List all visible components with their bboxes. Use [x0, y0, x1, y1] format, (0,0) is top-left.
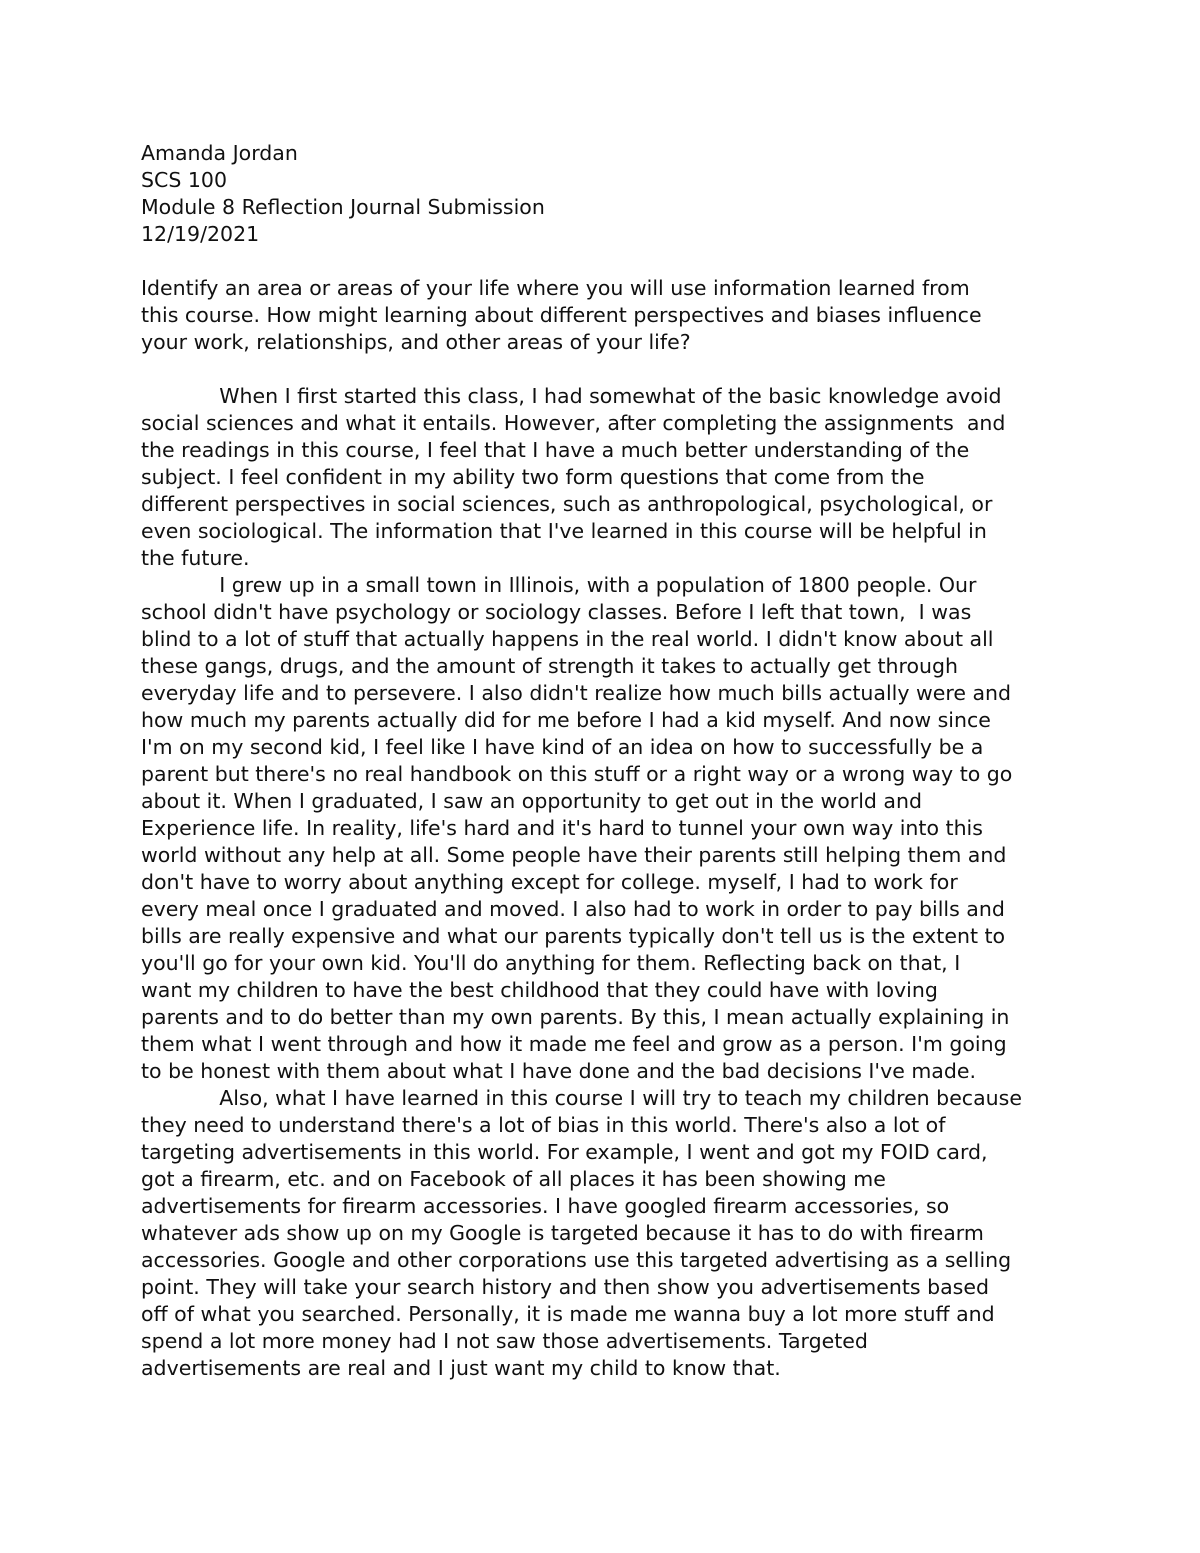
paragraph-line: to be honest with them about what I have done and the bad decisions I've made.	[141, 1059, 977, 1083]
paragraph-line: want my children to have the best childhood that they could have with loving	[141, 978, 938, 1002]
prompt-line: your work, relationships, and other areas of your life?	[141, 330, 691, 354]
spacer	[141, 356, 1061, 383]
paragraph-line: different perspectives in social sciences, such as anthropological, psychological, or	[141, 492, 993, 516]
paragraph-line: everyday life and to persevere. I also didn't realize how much bills actually were and	[141, 681, 1012, 705]
document-body	[141, 140, 1061, 1382]
paragraph-line: about it. When I graduated, I saw an opportunity to get out in the world and	[141, 789, 923, 813]
paragraph-line: advertisements are real and I just want my child to know that.	[141, 1356, 781, 1380]
essay-paragraph	[141, 572, 1061, 1085]
paragraph-line: social sciences and what it entails. However, after completing the assignments and	[141, 411, 1006, 435]
prompt-block	[141, 275, 1061, 356]
paragraph-line: Experience life. In reality, life's hard and it's hard to tunnel your own way into this	[141, 816, 983, 840]
paragraph-line: blind to a lot of stuff that actually happens in the real world. I didn't know about all	[141, 627, 994, 651]
spacer	[141, 248, 1061, 275]
paragraph-line: spend a lot more money had I not saw those advertisements. Targeted	[141, 1329, 868, 1353]
paragraph-line: how much my parents actually did for me before I had a kid myself. And now since	[141, 708, 991, 732]
paragraph-line: accessories. Google and other corporations use this targeted advertising as a selling	[141, 1248, 1012, 1272]
paragraph-line: got a firearm, etc. and on Facebook of all places it has been showing me	[141, 1167, 886, 1191]
paragraph-line: parents and to do better than my own parents. By this, I mean actually explaining in	[141, 1005, 1010, 1029]
paragraph-line: don't have to worry about anything except for college. myself, I had to work for	[141, 870, 958, 894]
paragraph-line: every meal once I graduated and moved. I also had to work in order to pay bills and	[141, 897, 1005, 921]
assignment-title: Module 8 Reflection Journal Submission	[141, 195, 545, 219]
prompt-line: this course. How might learning about different perspectives and biases influence	[141, 303, 982, 327]
essay-paragraph	[141, 383, 1061, 572]
paragraph-line: I'm on my second kid, I feel like I have kind of an idea on how to successfully be a	[141, 735, 984, 759]
paragraph-line: off of what you searched. Personally, it is made me wanna buy a lot more stuff and	[141, 1302, 995, 1326]
submission-date: 12/19/2021	[141, 222, 260, 246]
author-name: Amanda Jordan	[141, 141, 298, 165]
paragraph-line: bills are really expensive and what our parents typically don't tell us is the extent to	[141, 924, 1006, 948]
paragraph-line: I grew up in a small town in Illinois, with a population of 1800 people. Our	[141, 573, 977, 597]
paragraph-line: When I first started this class, I had somewhat of the basic knowledge avoid	[141, 384, 1002, 408]
paragraph-line: they need to understand there's a lot of bias in this world. There's also a lot of	[141, 1113, 946, 1137]
paragraph-line: subject. I feel confident in my ability two form questions that come from the	[141, 465, 925, 489]
paragraph-line: them what I went through and how it made me feel and grow as a person. I'm going	[141, 1032, 1007, 1056]
essay-paragraph	[141, 1085, 1061, 1382]
paragraph-line: targeting advertisements in this world. For example, I went and got my FOID card,	[141, 1140, 988, 1164]
paragraph-line: the future.	[141, 546, 250, 570]
header-block	[141, 140, 1061, 248]
paragraph-line: these gangs, drugs, and the amount of strength it takes to actually get through	[141, 654, 958, 678]
paragraph-line: even sociological. The information that I've learned in this course will be helpful in	[141, 519, 987, 543]
course-code: SCS 100	[141, 168, 227, 192]
paragraph-line: you'll go for your own kid. You'll do anything for them. Reflecting back on that, I	[141, 951, 961, 975]
paragraph-line: point. They will take your search history and then show you advertisements based	[141, 1275, 989, 1299]
paragraph-line: advertisements for firearm accessories. I have googled firearm accessories, so	[141, 1194, 950, 1218]
essay-body	[141, 383, 1061, 1382]
paragraph-line: the readings in this course, I feel that I have a much better understanding of the	[141, 438, 970, 462]
paragraph-line: school didn't have psychology or sociology classes. Before I left that town, I was	[141, 600, 972, 624]
paragraph-line: Also, what I have learned in this course I will try to teach my children because	[141, 1086, 1022, 1110]
paragraph-line: world without any help at all. Some people have their parents still helping them and	[141, 843, 1007, 867]
paragraph-line: parent but there's no real handbook on this stuff or a right way or a wrong way to go	[141, 762, 1013, 786]
paragraph-line: whatever ads show up on my Google is targeted because it has to do with firearm	[141, 1221, 984, 1245]
prompt-line: Identify an area or areas of your life where you will use information learned from	[141, 276, 970, 300]
